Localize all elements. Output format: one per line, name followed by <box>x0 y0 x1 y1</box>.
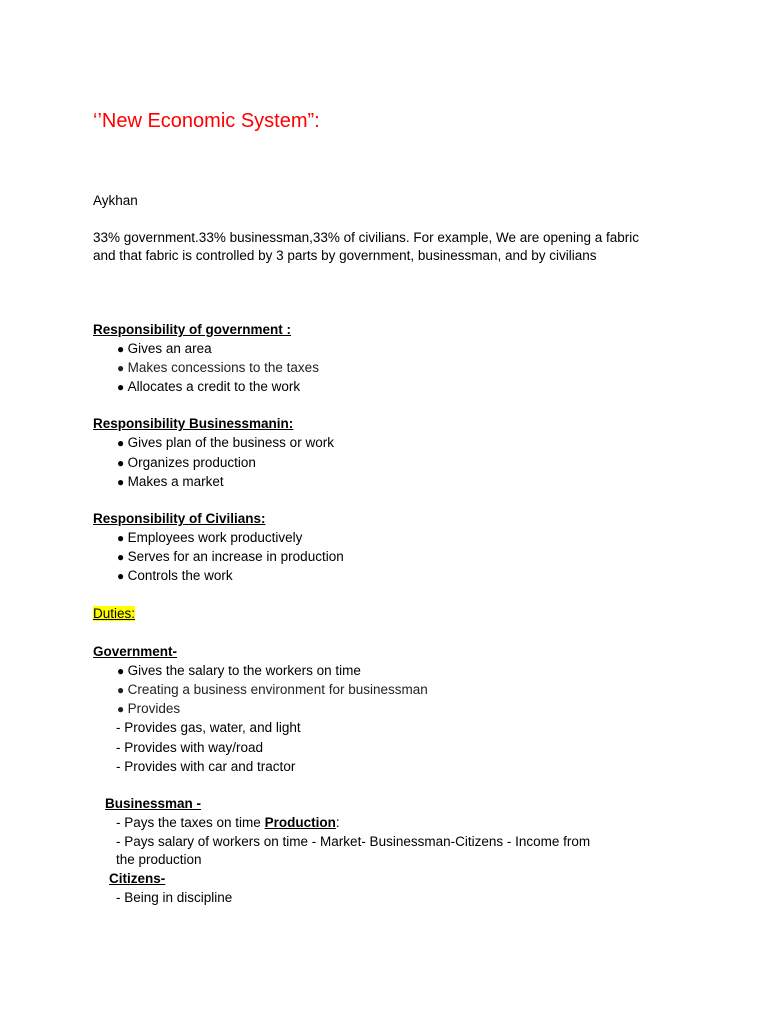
dash-item: - Being in discipline <box>116 890 233 905</box>
dash-item: - Provides with way/road <box>116 740 264 755</box>
businessman-heading: Responsibility Businessmanin: <box>93 416 294 431</box>
list-item: ● Serves for an increase in production <box>117 548 344 566</box>
colon: : <box>335 815 340 830</box>
civilians-heading: Responsibility of Civilians: <box>93 511 266 526</box>
dash-item: - Provides gas, water, and light <box>116 720 301 735</box>
list-item: ● Gives plan of the business or work <box>117 434 334 452</box>
document-title: ‘’New Economic System”: <box>93 110 320 132</box>
author-name: Aykhan <box>93 193 138 208</box>
intro-line-2: and that fabric is controlled by 3 parts by government, businessman, and by civilians <box>93 248 597 263</box>
citizens-duties-heading: Citizens- <box>109 871 166 886</box>
list-item: ● Makes a market <box>117 473 224 491</box>
duties-label <box>93 605 135 623</box>
government-duties-heading: Government- <box>93 644 178 659</box>
dash-item-continuation: the production <box>116 852 202 867</box>
list-item: ● Gives an area <box>117 340 212 358</box>
list-item: ● Allocates a credit to the work <box>117 378 300 396</box>
list-item: ● Gives the salary to the workers on time <box>117 662 361 680</box>
dash-item-text: - Pays the taxes on time <box>116 815 265 830</box>
dash-item: - Pays salary of workers on time - Market- Businessman-Citizens - Income from <box>116 834 591 849</box>
list-item: ● Controls the work <box>117 567 233 585</box>
dash-item: - Provides with car and tractor <box>116 759 296 774</box>
list-item: ● Creating a business environment for businessman <box>117 681 428 699</box>
production-emphasis: Production <box>264 815 336 830</box>
list-item: ● Organizes production <box>117 454 256 472</box>
list-item: ● Makes concessions to the taxes <box>117 359 319 377</box>
government-heading: Responsibility of government : <box>93 322 292 337</box>
list-item: ● Provides <box>117 700 180 718</box>
dash-item <box>116 814 340 832</box>
intro-line-1: 33% government.33% businessman,33% of civilians. For example, We are opening a fabric <box>93 230 640 245</box>
list-item: ● Employees work productively <box>117 529 302 547</box>
businessman-duties-heading: Businessman - <box>105 796 202 811</box>
duties-highlight: Duties: <box>93 606 136 621</box>
